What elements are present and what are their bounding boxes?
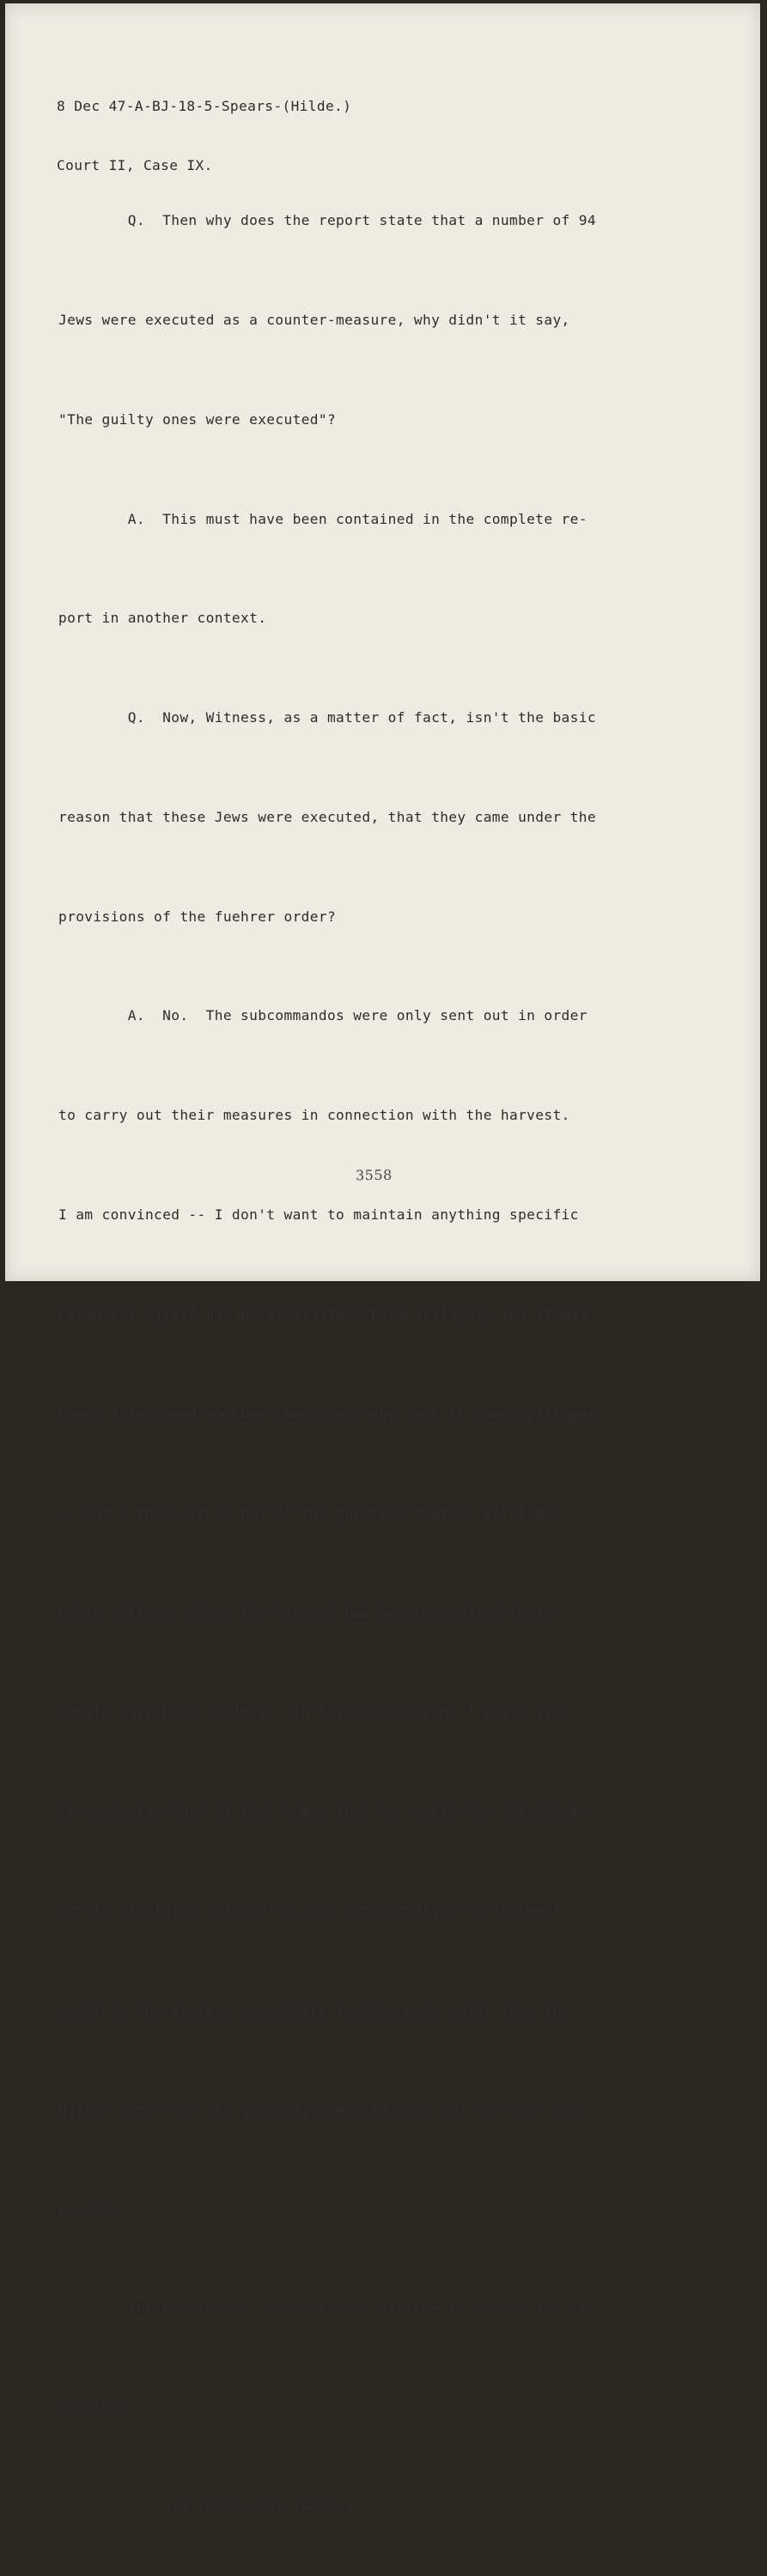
- header-court-line: Court II, Case IX.: [57, 157, 213, 173]
- transcript-line: to emphasize that at that time, that is, until the Reichfueh-: [58, 1802, 587, 1820]
- transcript-line: rer in Nikolajew refused to give consideration to the Wehr-: [58, 1902, 570, 1919]
- transcript-line: -- but I think it is out of the question that in all these: [58, 1504, 562, 1522]
- transcript-line: Hitler order was not generally carried out, and was even sus-: [58, 2101, 587, 2118]
- transcript-line: never determined whether there were any Jews in these villages: [58, 1405, 596, 1422]
- transcript-line: I am convinced -- I don't want to maintain anything specific: [58, 1206, 579, 1223]
- transcript-line: pended.: [58, 2200, 119, 2217]
- transcript-line: A. This must have been contained in the complete re-: [58, 510, 587, 527]
- transcript-line: minutes.: [58, 2399, 128, 2416]
- transcript-line: A. No. The subcommandos were only sent out in order: [58, 1007, 587, 1024]
- transcript-line: to carry out their measures in connection with the harvest.: [58, 1107, 570, 1124]
- transcript-line: Q. Now, Witness, as a matter of fact, isn't the basic: [58, 709, 596, 726]
- transcript-line: provisions of the fuehrer order?: [58, 908, 337, 925]
- transcript-line: THE PRESIDENT: The Tribunal will be in recess for 15: [58, 2300, 587, 2317]
- transcript-line: Jews were executed as a counter-measure, why didn't it say,: [58, 311, 570, 328]
- transcript-line: Q. Then why does the report state that a number of 94: [58, 212, 596, 229]
- transcript-line: macht in the plains, especially to its needs until then the: [58, 2002, 570, 2019]
- transcript-line: (A recess was taken.): [58, 2499, 354, 2516]
- document-page: [5, 3, 760, 2516]
- transcript-line: port in another context.: [58, 610, 267, 627]
- transcript-line: because I myself had never visited these villages, and it was: [58, 1305, 587, 1322]
- transcript-line: "The guilty ones were executed"?: [58, 410, 337, 428]
- transcript-line: other villages where the harvest had been organized there: [58, 1604, 553, 1621]
- transcript-body: [58, 138, 596, 2576]
- transcript-line: reason that these Jews were executed, that they came under the: [58, 808, 596, 825]
- transcript-line: should have been no Jews. In this connection, I would like: [58, 1703, 570, 1720]
- header-reference-line: 8 Dec 47-A-BJ-18-5-Spears-(Hilde.): [57, 98, 352, 114]
- page-number: 3558: [355, 1166, 393, 1184]
